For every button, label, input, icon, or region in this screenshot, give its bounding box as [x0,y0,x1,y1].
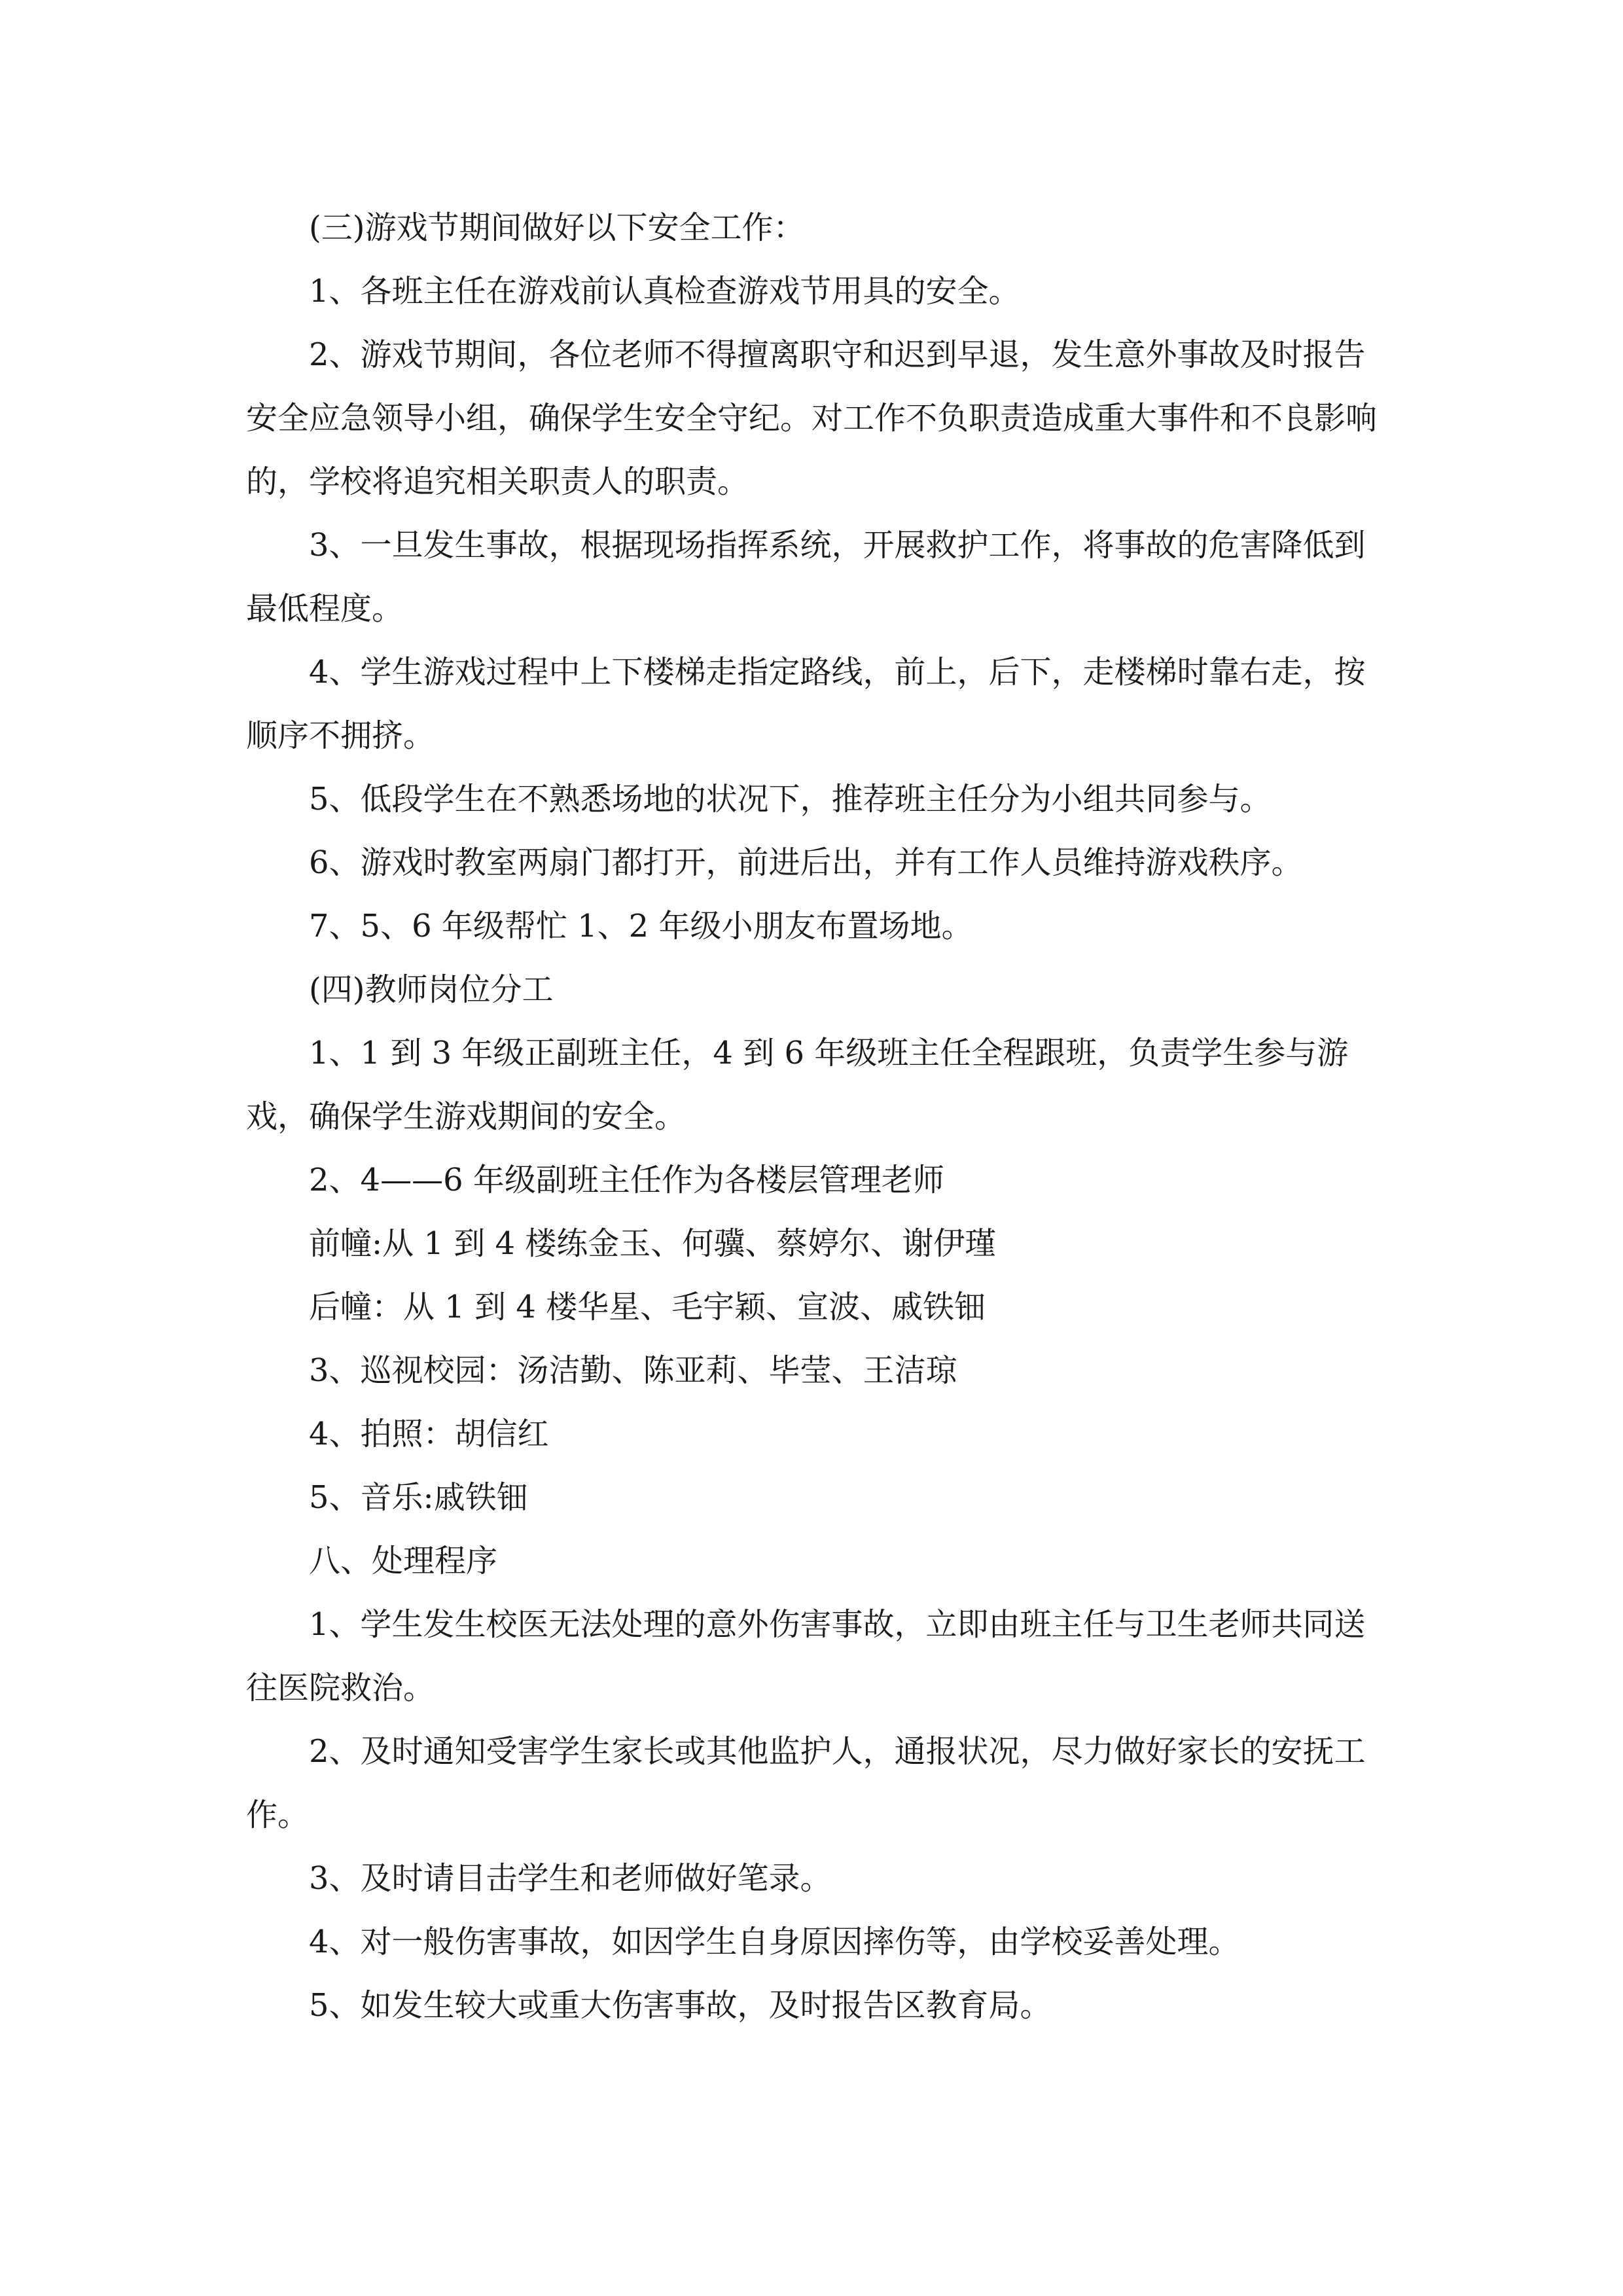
paragraph-item: 1、1 到 3 年级正副班主任，4 到 6 年级班主任全程跟班，负责学生参与游戏，确保学生游戏期间的安全。 [246,1035,1349,1135]
paragraph-item: 4、对一般伤害事故，如因学生自身原因摔伤等，由学校妥善处理。 [309,1924,1240,1960]
paragraph-item: 2、及时通知受害学生家长或其他监护人，通报状况，尽力做好家长的安抚工作。 [246,1733,1366,1833]
paragraph-item: 2、游戏节期间，各位老师不得擅离职守和迟到早退，发生意外事故及时报告安全应急领导小组，确保学生安全守纪。对工作不负职责造成重大事件和不良影响的，学校将追究相关职责人的职责。 [246,336,1378,500]
document-body [246,196,1380,2037]
paragraph-item: 3、及时请目击学生和老师做好笔录。 [309,1860,832,1897]
paragraph-item: 1、学生发生校医无法处理的意外伤害事故，立即由班主任与卫生老师共同送往医院救治。 [246,1606,1366,1706]
paragraph-item: 前幢:从 1 到 4 楼练金玉、何骥、蔡婷尔、谢伊瑾 [309,1225,997,1262]
paragraph-section-eight-heading: 八、处理程序 [309,1543,498,1579]
paragraph-item: 5、如发生较大或重大伤害事故，及时报告区教育局。 [309,1987,1052,2024]
paragraph-item: 6、游戏时教室两扇门都打开，前进后出，并有工作人员维持游戏秩序。 [309,844,1303,881]
paragraph-section-three-heading: (三)游戏节期间做好以下安全工作： [309,209,805,246]
paragraph-item: 后幢：从 1 到 4 楼华星、毛宇颖、宣波、戚铁钿 [309,1289,986,1325]
paragraph-item: 4、学生游戏过程中上下楼梯走指定路线，前上，后下，走楼梯时靠右走，按顺序不拥挤。 [246,654,1366,754]
paragraph-item: 4、拍照：胡信红 [309,1416,549,1452]
paragraph-item: 1、各班主任在游戏前认真检查游戏节用具的安全。 [309,273,1020,310]
paragraph-item: 3、巡视校园：汤洁勤、陈亚莉、毕莹、王洁琼 [309,1352,957,1389]
paragraph-item: 3、一旦发生事故，根据现场指挥系统，开展救护工作，将事故的危害降低到最低程度。 [246,527,1366,627]
paragraph-item: 7、5、6 年级帮忙 1、2 年级小朋友布置场地。 [309,908,973,944]
paragraph-item: 5、音乐:戚铁钿 [309,1479,528,1516]
paragraph-section-four-heading: (四)教师岗位分工 [309,971,554,1008]
paragraph-item: 5、低段学生在不熟悉场地的状况下，推荐班主任分为小组共同参与。 [309,781,1272,817]
paragraph-item: 2、4——6 年级副班主任作为各楼层管理老师 [309,1162,944,1198]
